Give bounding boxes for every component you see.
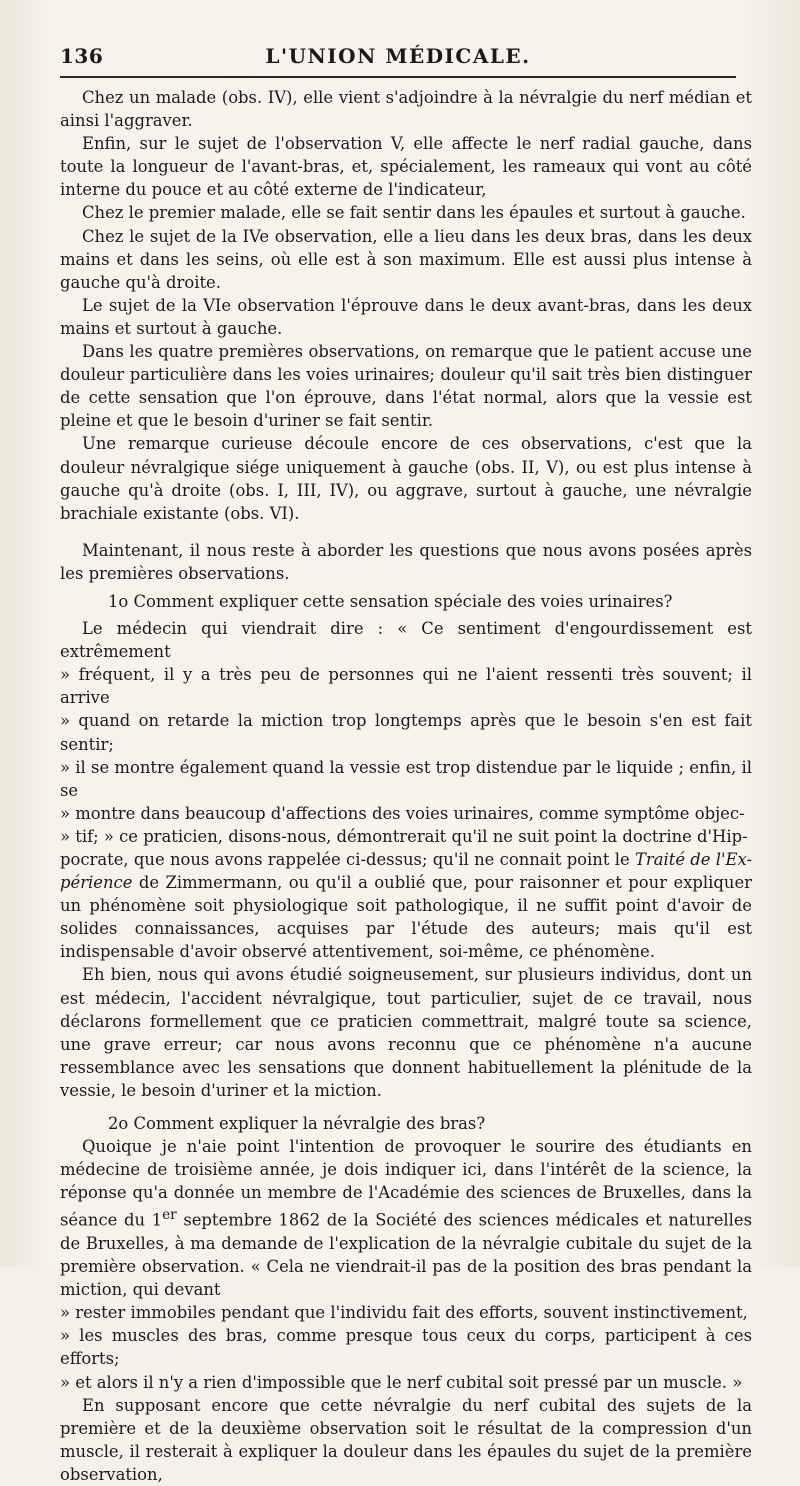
quote-line: » il se montre également quand la vessie est trop distendue par le liquide ; enfin, il se bbox=[60, 757, 752, 800]
quote-line: » et alors il n'y a rien d'impossible que le nerf cubital soit pressé par un muscle. » bbox=[60, 1372, 743, 1392]
paragraph bbox=[60, 1135, 752, 1394]
running-title: L'UNION MÉDICALE. bbox=[265, 44, 531, 68]
quote-line: » les muscles des bras, comme presque tous ceux du corps, participent à ces efforts; bbox=[60, 1326, 752, 1369]
question-heading: 1o Comment expliquer cette sensation spéciale des voies urinaires? bbox=[108, 591, 673, 611]
body-text bbox=[60, 86, 752, 1486]
quote-line: Le médecin qui viendrait dire : « Ce sentiment d'engourdissement est extrêmement bbox=[60, 619, 752, 662]
paragraph-text: septembre 1862 de la Société des sciences médicales et naturelles de Bruxelles, à ma demande de l'explication de la névralgie cubitale du sujet de la première observation. « Cela ne viendrait-il pas de la position des bras pendant la miction, qui devant bbox=[60, 1210, 753, 1300]
question-heading: 2o Comment expliquer la névralgie des bras? bbox=[108, 1114, 486, 1134]
quote-line: » rester immobiles pendant que l'individu fait des efforts, souvent instinctivement, bbox=[60, 1303, 748, 1323]
quote-line: » tif; » ce praticien, disons-nous, démontrerait qu'il ne suit point la doctrine d'Hip- bbox=[60, 826, 748, 846]
paragraph: Chez le premier malade, elle se fait sentir dans les épaules et surtout à gauche. bbox=[82, 203, 746, 223]
superscript: er bbox=[162, 1207, 177, 1224]
italic-title: Traité de l'Ex- bbox=[634, 850, 752, 869]
quote-line: » fréquent, il y a très peu de personnes qui ne l'aient ressenti très souvent; il arrive bbox=[60, 665, 752, 708]
paragraph: Enfin, sur le sujet de l'observation V, elle affecte le nerf radial gauche, dans toute la longueur de l'avant-bras, et, spécialement, les rameaux qui vont au côté interne du pouce et au côté externe de l'indicateur, bbox=[60, 134, 752, 200]
paragraph: Chez le sujet de la IVe observation, elle a lieu dans les deux bras, dans les deux mains et dans les seins, où elle est à son maximum. Elle est aussi plus intense à gauche qu'à droite. bbox=[60, 226, 752, 292]
paragraph: Une remarque curieuse découle encore de ces observations, c'est que la douleur névralgique siége uniquement à gauche (obs. II, V), ou est plus intense à gauche qu'à droite (obs. I, III, IV), ou aggrave, surtout à gauche, une névralgie brachiale existante (obs. VI). bbox=[60, 434, 752, 523]
page-header bbox=[60, 44, 736, 74]
quote-line: » montre dans beaucoup d'affections des voies urinaires, comme symptôme objec- bbox=[60, 803, 745, 823]
paragraph: Dans les quatre premières observations, on remarque que le patient accuse une douleur particulière dans les voies urinaires; douleur qu'il sait très bien distinguer de cette sensation que l'on éprouve, dans l'état normal, alors que la vessie est pleine et que le besoin d'uriner se fait sentir. bbox=[60, 342, 752, 431]
paragraph: En supposant encore que cette névralgie du nerf cubital des sujets de la première et de la deuxième observation soit le résultat de la compression d'un muscle, il resterait à expliquer la douleur dans les épaules du sujet de la première observation, bbox=[60, 1395, 752, 1484]
page-number: 136 bbox=[60, 44, 104, 68]
paragraph: Le sujet de la VIe observation l'éprouve dans le deux avant-bras, dans les deux mains et surtout à gauche. bbox=[60, 295, 752, 338]
italic-title: périence bbox=[60, 873, 133, 893]
quote-line: » quand on retarde la miction trop longtemps après que le besoin s'en est fait sentir; bbox=[60, 711, 752, 754]
quote-paragraph bbox=[60, 617, 752, 963]
paragraph: Eh bien, nous qui avons étudié soigneusement, sur plusieurs individus, dont un est médecin, l'accident névralgique, tout particulier, sujet de ce travail, nous déclarons formellement que ce praticien commettrait, malgré toute sa science, une grave erreur; car nous avons reconnu que ce phénomène n'a aucune ressemblance avec les sensations que donnent habituellement la plénitude de la vessie, le besoin d'uriner et la miction. bbox=[60, 965, 752, 1100]
paragraph: Maintenant, il nous reste à aborder les questions que nous avons posées après les premières observations. bbox=[60, 540, 752, 583]
paragraph-text: Quoique je n'aie point l'intention de provoquer le sourire des étudiants en médecine de troisième année, je dois indiquer ici, dans l'intérêt de la science, la réponse qu'a donnée un membre de l'Académie des sciences de Bruxelles, dans la séance du 1 bbox=[60, 1137, 752, 1230]
header-rule bbox=[60, 76, 736, 78]
quote-text: de Zimmermann, ou qu'il a oublié que, pour raisonner et pour expliquer un phénomène soit physiologique soit pathologique, il ne suffit point d'avoir de solides connaissances, acquises par l'étude des auteurs; mais qu'il est indispensable d'avoir observé attentivement, soi-même, ce phénomène. bbox=[60, 873, 752, 962]
paragraph: Chez un malade (obs. IV), elle vient s'adjoindre à la névralgie du nerf médian et ainsi l'aggraver. bbox=[60, 88, 752, 131]
quote-text: pocrate, que nous avons rappelée ci-dessus; qu'il ne connait point le bbox=[60, 850, 635, 869]
